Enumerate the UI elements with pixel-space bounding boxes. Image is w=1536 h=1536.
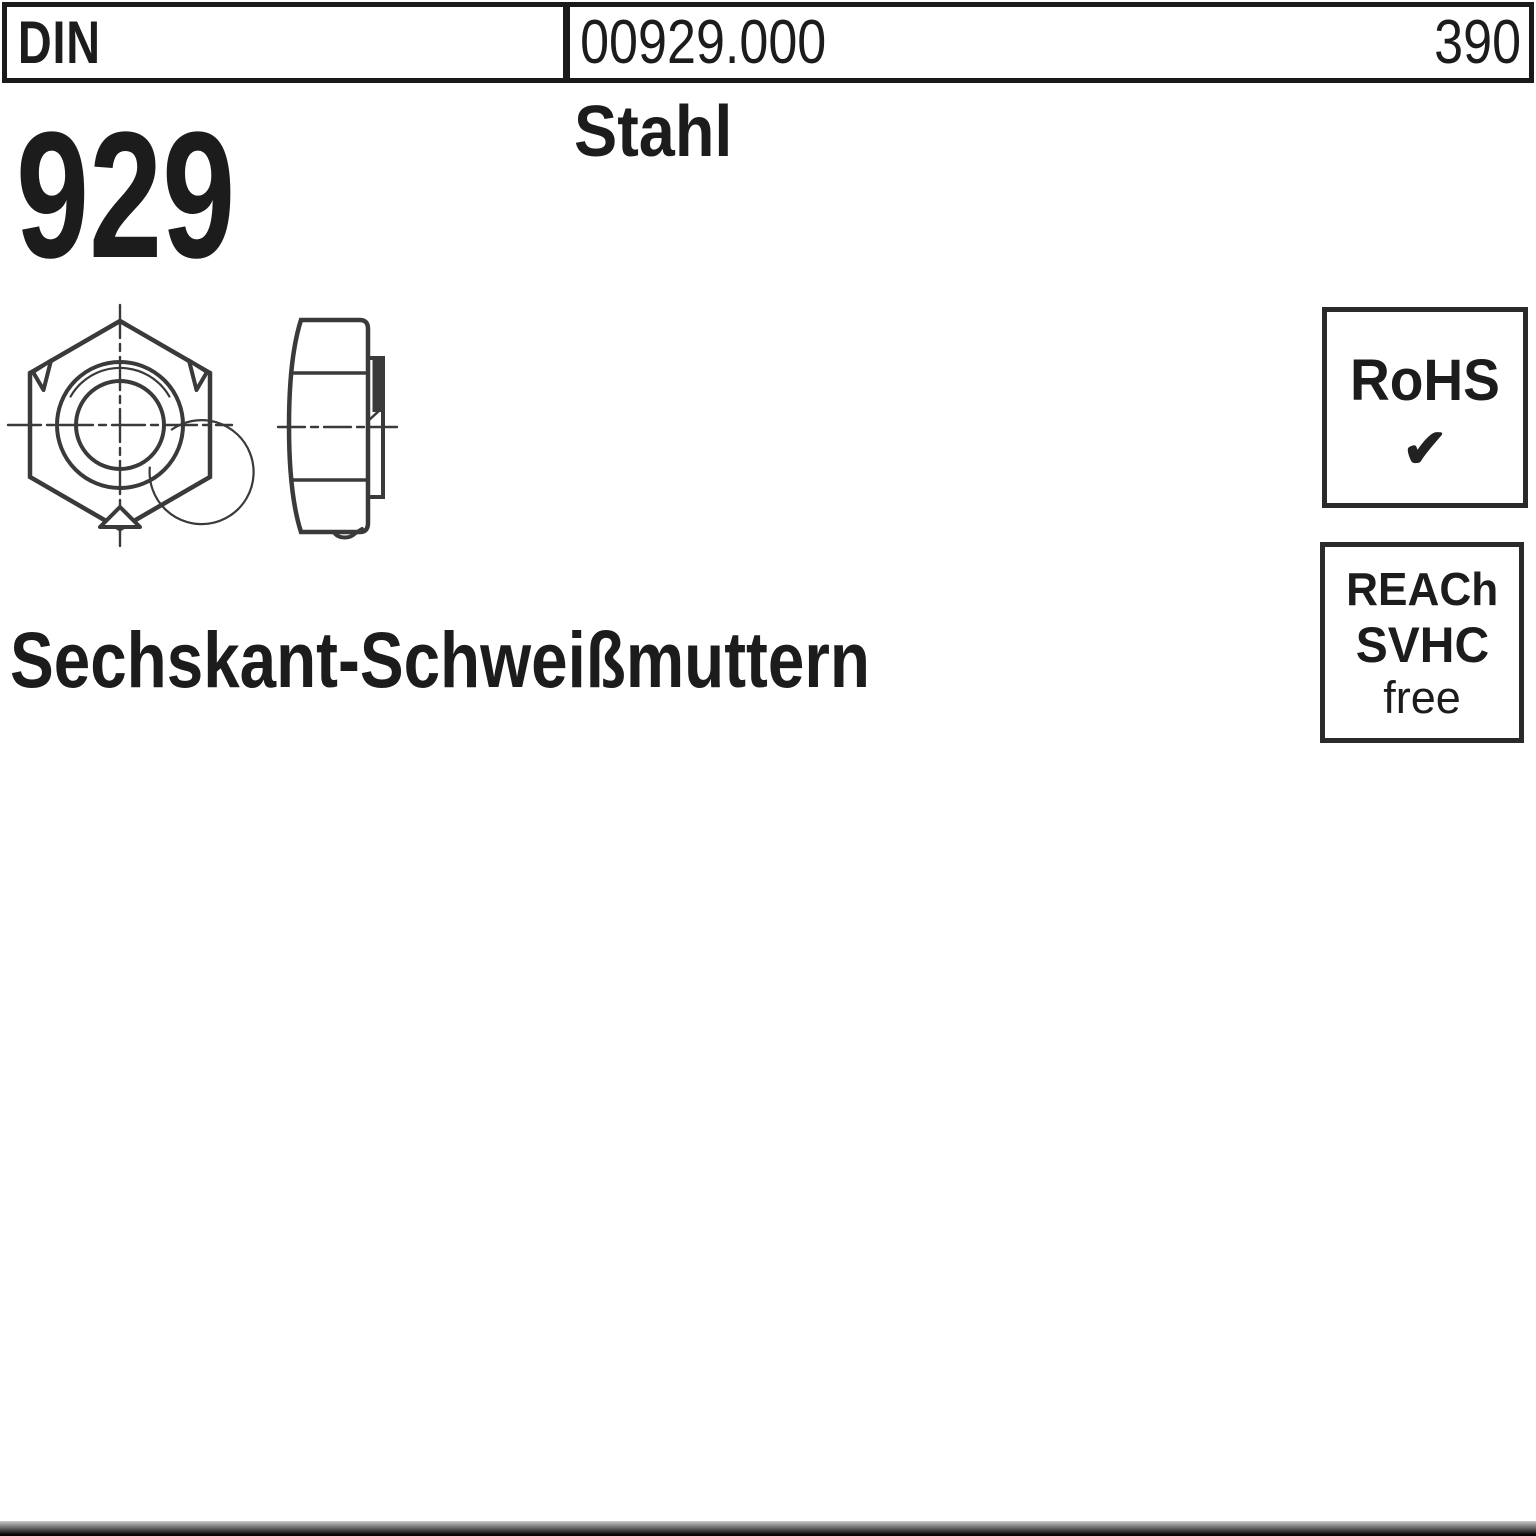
- material-label: Stahl: [574, 92, 733, 172]
- rohs-badge: [1322, 307, 1528, 508]
- header-article-box: [565, 2, 1534, 83]
- standard-label: DIN: [17, 9, 101, 76]
- page-number: 390: [1433, 8, 1521, 77]
- weld-projection-bottom: [100, 507, 140, 527]
- article-number: 00929.000: [580, 8, 827, 77]
- reach-label-line1: REACh: [1345, 563, 1499, 615]
- reach-badge: [1320, 542, 1524, 743]
- reach-label-line2: SVHC: [1355, 617, 1489, 673]
- weld-projection-upper-right: [189, 361, 207, 391]
- header-din-box: [2, 2, 568, 83]
- bottom-shadow-bar: [0, 1521, 1536, 1536]
- technical-drawing: [0, 280, 420, 570]
- product-name: Sechskant-Schweißmuttern: [10, 615, 870, 704]
- hex-nut-front-view: [8, 305, 254, 547]
- standard-number: 929: [16, 95, 236, 296]
- rohs-label: RoHS: [1349, 348, 1500, 413]
- weld-projection-upper-left: [33, 361, 51, 391]
- reach-label-line3: free: [1383, 672, 1461, 723]
- hex-nut-side-view: [278, 320, 398, 537]
- rohs-check-icon: ✔: [1402, 419, 1448, 479]
